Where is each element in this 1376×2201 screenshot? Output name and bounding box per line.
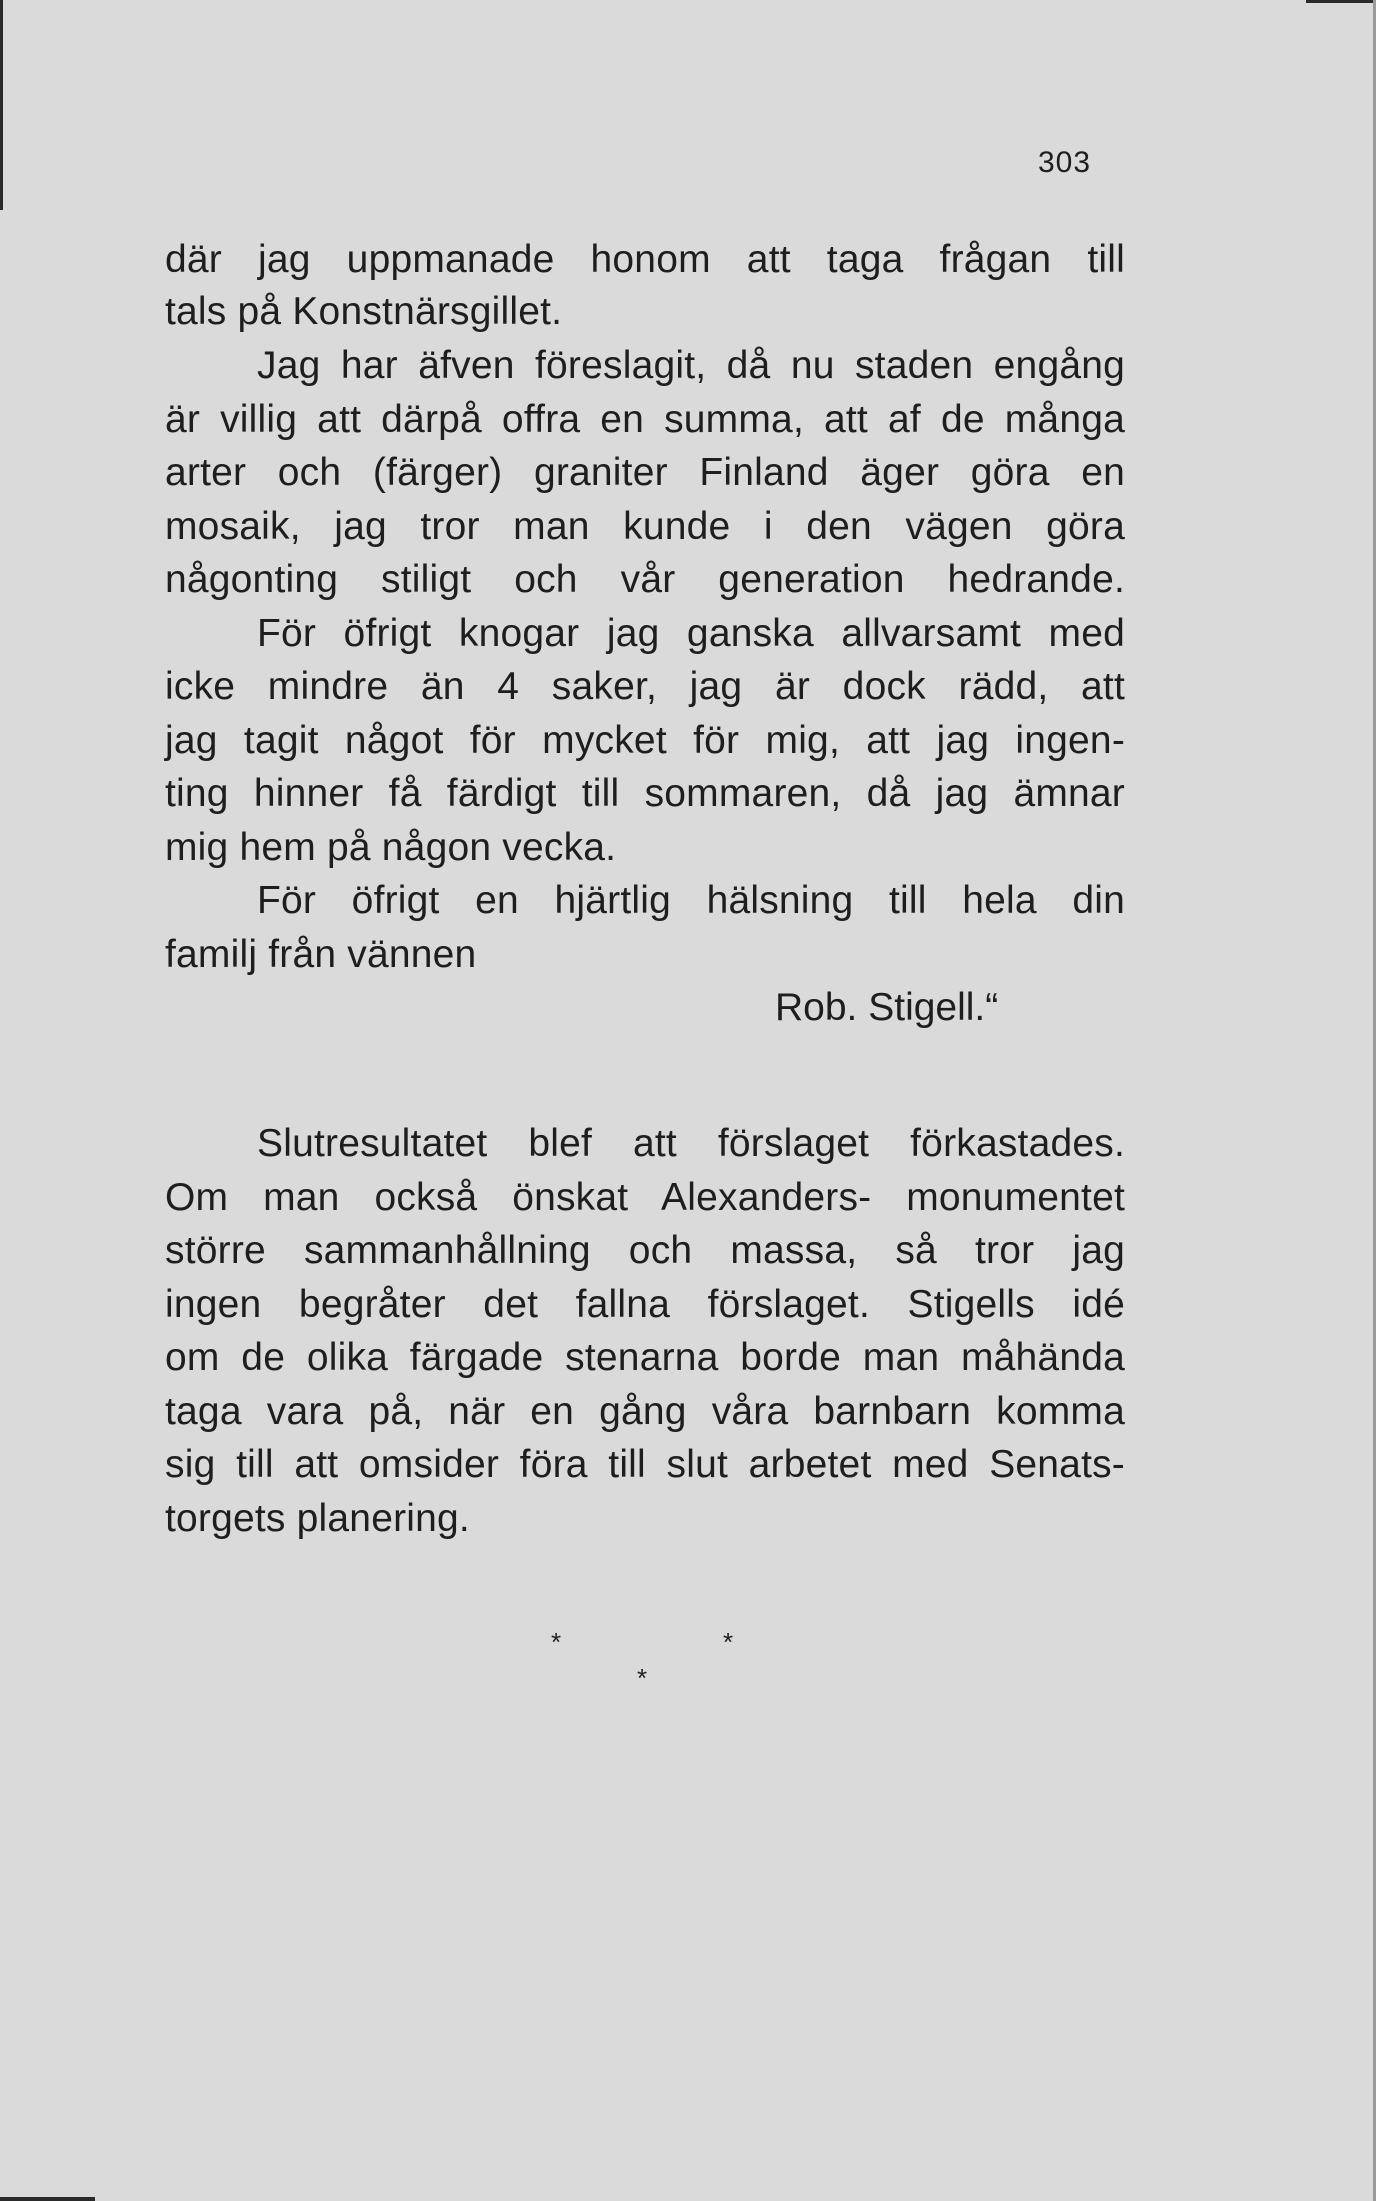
- asterisk-mark: *: [723, 1627, 734, 1657]
- text-line: mosaik, jag tror man kunde i den vägen göra: [165, 505, 1125, 548]
- scan-edge-bottom-left: [0, 2197, 95, 2201]
- text-line: mig hem på någon vecka.: [165, 826, 617, 869]
- text-line: icke mindre än 4 saker, jag är dock rädd, att: [165, 665, 1125, 708]
- text-line: större sammanhållning och massa, så tror jag: [165, 1229, 1125, 1272]
- scan-edge-top-right: [1306, 0, 1376, 3]
- text-line: sig till att omsider föra till slut arbetet med Senats-: [165, 1443, 1125, 1486]
- text-line: Slutresultatet blef att förslaget förkastades.: [257, 1122, 1125, 1165]
- text-line: tals på Konstnärsgillet.: [165, 290, 563, 333]
- text-line: Om man också önskat Alexanders- monumentet: [165, 1176, 1125, 1219]
- text-line: torgets planering.: [165, 1497, 470, 1540]
- text-line: ingen begråter det fallna förslaget. Stigells idé: [165, 1283, 1125, 1326]
- asterisk-mark: *: [551, 1627, 562, 1657]
- text-line: om de olika färgade stenarna borde man måhända: [165, 1336, 1125, 1379]
- text-line: arter och (färger) graniter Finland äger göra en: [165, 451, 1125, 494]
- text-line: Jag har äfven föreslagit, då nu staden engång: [257, 344, 1125, 387]
- text-line: familj från vännen: [165, 933, 477, 976]
- scan-edge-left: [0, 0, 3, 210]
- text-line: där jag uppmanade honom att taga frågan till: [165, 238, 1125, 281]
- text-line: För öfrigt knogar jag ganska allvarsamt med: [257, 612, 1125, 655]
- text-line: någonting stiligt och vår generation hedrande.: [165, 558, 1125, 601]
- text-line: jag tagit något för mycket för mig, att jag ingen-: [165, 719, 1125, 762]
- asterisk-mark: *: [637, 1663, 648, 1693]
- text-line: För öfrigt en hjärtlig hälsning till hela din: [257, 879, 1125, 922]
- text-line: ting hinner få färdigt till sommaren, då jag ämnar: [165, 772, 1125, 815]
- letter-signature: Rob. Stigell.“: [775, 986, 999, 1029]
- text-line: taga vara på, när en gång våra barnbarn komma: [165, 1390, 1125, 1433]
- page-number: 303: [1038, 146, 1092, 179]
- text-line: är villig att därpå offra en summa, att af de många: [165, 398, 1125, 441]
